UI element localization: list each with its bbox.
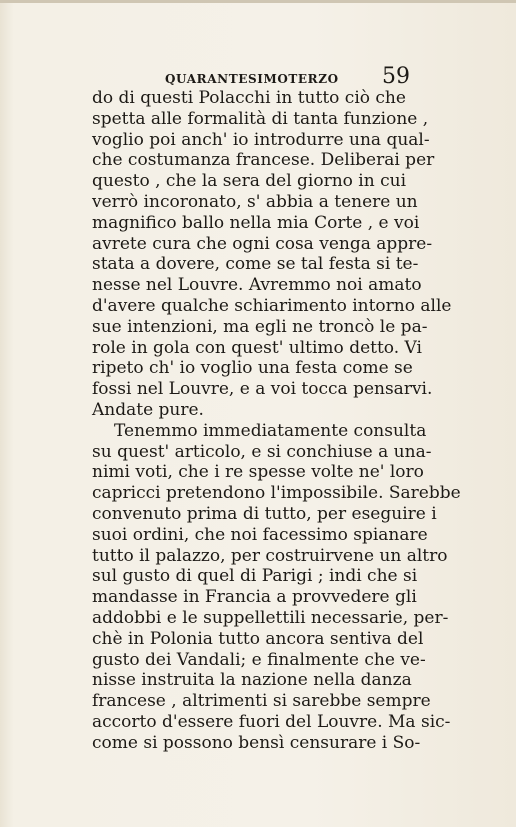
paragraph-1 xyxy=(92,88,452,421)
text-line: chè in Polonia tutto ancora sentiva del xyxy=(92,628,424,649)
text-line: nisse instruita la nazione nella danza xyxy=(92,670,412,691)
text-line: tutto il palazzo, per costruirvene un altro xyxy=(92,545,448,566)
text-line: Tenemmo immediatamente consulta xyxy=(114,420,427,441)
page-number: 59 xyxy=(382,64,410,89)
text-line: nimi voti, che i re spesse volte ne' loro xyxy=(92,462,424,483)
text-line: sue intenzioni, ma egli ne troncò le pa- xyxy=(92,316,428,337)
text-line: convenuto prima di tutto, per eseguire i xyxy=(92,503,437,524)
text-line: Andate pure. xyxy=(92,399,204,420)
text-line: nesse nel Louvre. Avremmo noi amato xyxy=(92,275,422,296)
text-line: questo , che la sera del giorno in cui xyxy=(92,171,407,192)
text-line: do di questi Polacchi in tutto ciò che xyxy=(92,88,406,108)
text-line: mandasse in Francia a provvedere gli xyxy=(92,587,417,608)
text-line: role in gola con quest' ultimo detto. Vi xyxy=(92,337,422,358)
page-header xyxy=(165,66,410,88)
text-line: fossi nel Louvre, e a voi tocca pensarvi. xyxy=(92,379,433,400)
text-line: voglio poi anch' io introdurre una qual- xyxy=(92,129,430,150)
text-line: stata a dovere, come se tal festa si te- xyxy=(92,254,419,275)
text-line: d'avere qualche schiarimento intorno alle xyxy=(92,295,452,316)
text-line: suoi ordini, che noi facessimo spianare xyxy=(92,524,428,545)
text-line: magnifico ballo nella mia Corte , e voi xyxy=(92,212,420,233)
text-line: ripeto ch' io voglio una festa come se xyxy=(92,358,413,379)
text-line: capricci pretendono l'impossibile. Sarebbe xyxy=(92,483,461,504)
body-text xyxy=(92,88,461,754)
text-line: sul gusto di quel di Parigi ; indi che si xyxy=(92,566,418,587)
text-line: che costumanza francese. Deliberai per xyxy=(92,150,435,171)
page-top-edge xyxy=(0,0,516,3)
paragraph-2 xyxy=(92,420,461,754)
text-line: avrete cura che ogni cosa venga appre- xyxy=(92,233,433,254)
text-line: su quest' articolo, e si conchiuse a una- xyxy=(92,441,432,462)
text-line: addobbi e le suppellettili necessarie, per- xyxy=(92,607,449,628)
text-line: come si possono bensì censurare i So- xyxy=(92,732,421,753)
text-line: verrò incoronato, s' abbia a tenere un xyxy=(92,191,418,212)
running-head: QUARANTESIMOTERZO xyxy=(165,72,339,86)
text-line: francese , altrimenti si sarebbe sempre xyxy=(92,691,431,712)
text-line: gusto dei Vandali; e finalmente che ve- xyxy=(92,649,426,670)
text-line: spetta alle formalità di tanta funzione , xyxy=(92,108,429,129)
text-line: accorto d'essere fuori del Louvre. Ma sic- xyxy=(92,711,451,732)
